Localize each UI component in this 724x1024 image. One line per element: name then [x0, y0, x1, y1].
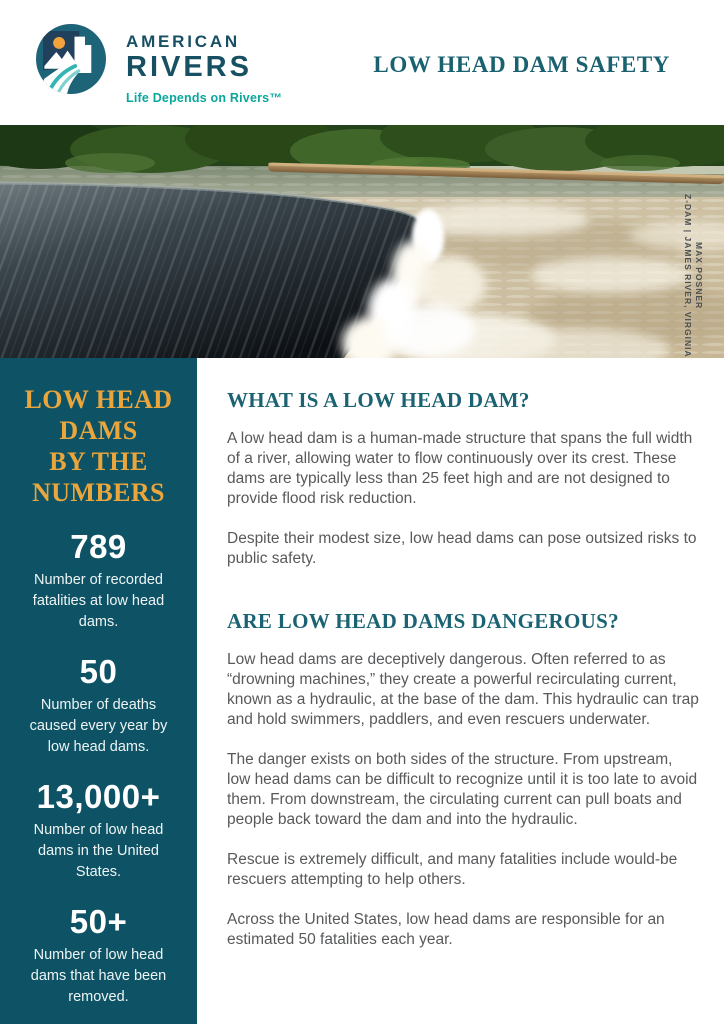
- photo-credit-photographer: MAX POSNER: [694, 242, 704, 310]
- photo-credit: [683, 191, 704, 358]
- sidebar-title-line: NUMBERS: [32, 478, 165, 507]
- stat-value: 50+: [69, 903, 128, 940]
- stat-value: 13,000+: [36, 778, 161, 815]
- stat-value: 50: [79, 653, 118, 690]
- american-rivers-wordmark: [126, 33, 282, 105]
- section-what-is: [227, 388, 699, 569]
- stat-caption: Number of low head dams that have been removed.: [30, 947, 167, 1005]
- stat-caption: Number of low head dams in the United States.: [33, 822, 164, 880]
- section-heading: ARE LOW HEAD DAMS DANGEROUS?: [227, 609, 619, 633]
- paragraph: The danger exists on both sides of the structure. From upstream, low head dams can be difficult to recognize until it is too late to avoid them. From downstream, the circulating current can pull boats and people back toward the dam and into the hydraulic.: [227, 751, 698, 828]
- paragraph: Across the United States, low head dams are responsible for an estimated 50 fatalities each year.: [227, 911, 665, 948]
- sidebar-title: [0, 384, 197, 508]
- hero-photo: [0, 125, 724, 358]
- sidebar-title-line: BY THE: [49, 447, 148, 476]
- section-heading: WHAT IS A LOW HEAD DAM?: [227, 388, 530, 412]
- paragraph: Rescue is extremely difficult, and many fatalities include would-be rescuers attempting to help others.: [227, 851, 678, 888]
- stat-dams-removed: [0, 903, 197, 1008]
- paragraph: Despite their modest size, low head dams can pose outsized risks to public safety.: [227, 530, 697, 567]
- american-rivers-logo-icon: [36, 24, 106, 94]
- section-dangerous: [227, 609, 699, 950]
- paragraph: A low head dam is a human-made structure that spans the full width of a river, allowing water to flow continuously over its crest. These dams are typically less than 25 feet high and are not designed to provide flood risk reduction.: [227, 430, 693, 507]
- brand-tagline: Life Depends on Rivers™: [126, 91, 283, 105]
- brand-name-line2: RIVERS: [126, 51, 252, 83]
- stat-deaths-per-year: [0, 653, 197, 758]
- brand-name-line1: AMERICAN: [126, 32, 241, 51]
- sidebar-title-line: LOW HEAD: [24, 385, 173, 414]
- stat-caption: Number of deaths caused every year by low head dams.: [29, 697, 168, 755]
- page-title: LOW HEAD DAM SAFETY: [373, 52, 670, 77]
- stat-caption: Number of recorded fatalities at low head dams.: [32, 572, 165, 630]
- stat-dam-count: [0, 778, 197, 883]
- paragraph: Low head dams are deceptively dangerous. Often referred to as “drowning machines,” they create a powerful recirculating current, known as a hydraulic, at the base of the dam. This hydraulic can trap and hold swimmers, paddlers, and even rescuers underwater.: [227, 651, 699, 728]
- photo-credit-location: Z-DAM | JAMES RIVER, VIRGINIA: [683, 194, 693, 358]
- sidebar-by-the-numbers: [0, 358, 197, 1024]
- main-content: [227, 358, 699, 970]
- header: [0, 0, 724, 125]
- stat-value: 789: [70, 528, 127, 565]
- stat-fatalities: [0, 528, 197, 633]
- sidebar-title-line: DAMS: [59, 416, 138, 445]
